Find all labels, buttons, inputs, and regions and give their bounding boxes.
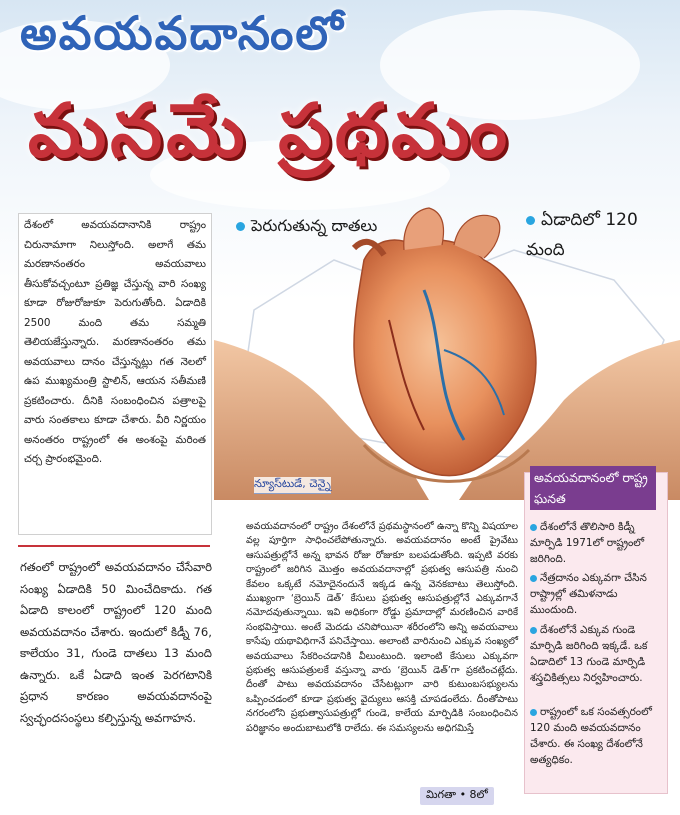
section-divider (18, 545, 210, 547)
headline-line-1: అవయవదానంలో (20, 6, 345, 60)
sidebar-item: రాష్ట్రంలో ఒక సంవత్సరంలో 120 మంది అవయవదానం చేశారు. ఈ సంఖ్య దేశంలోనే అత్యధికం. (530, 706, 652, 766)
sidebar-item: దేశంలోనే ఎక్కువ గుండె మార్పిడి జరిగింది ఇక్కడే. ఒక ఏడాదిలో 13 గుండె మార్పిడి శస్త్రచికిత్సలు నిర్వహించారు. (530, 624, 648, 684)
bullet-dot-icon (526, 216, 535, 225)
sidebar-item: నేత్రదానం ఎక్కువగా చేసిన రాష్ట్రాల్లో తమిళనాడు ముందుంది. (530, 572, 647, 616)
middle-column-body: అవయవదానంలో రాష్ట్రం దేశంలోనే ప్రథమస్థానంలో ఉన్నా కొన్ని విషయాల వల్ల పూర్తిగా సాధించలేపోతున్నారు. అవయవదానం అంటే ప్రైవేటు ఆసుపత్రుల్లోనే అన్న భావన రోజు రోజుకూ బలపడుతోంది. ఇప్పటి వరకు రాష్ట్రంలో జరిగిన మొత్తం అవయవదానాల్లో ప్రభుత్వ ఆసుపత్రి నుంచి కేవలం ఒక్కటే నమోదైనందునే ఇక్కడ ఉన్న వెనకబాటు తెలుస్తోంది. ముఖ్యంగా ‘బ్రెయిన్ డెత్’ కేసులు ప్రభుత్వ ఆసుపత్రుల్లోనే ఎక్కువగానే నమోదవుతున్నాయి. ఇవి అధికంగా రోడ్డు ప్రమాదాల్లో మరణించిన వారికే సంభవిస్తాయి. అంటే మెదడు చనిపోయినా శరీరంలోని అన్ని అవయవాలు కాసేపు యథావిధిగానే పనిచేస్తాయి. అలాంటి వారినుంచి ఎక్కువ సంఖ్యలో అవయవాలు సేకరించడానికి వీలుంటుంది. ఇలాంటి కేసులు ఎక్కువగా ప్రభుత్వ ఆసుపత్రులకే వస్తున్నా వారు ‘బ్రెయిన్ డెత్’గా ప్రకటించట్లేదు. దీంతో పాటు అవయవదానం చేసేటట్లుగా వారి కుటుంబసభ్యులను ఒప్పించడంలో కూడా ప్రభుత్వ వైద్యులు ఆసక్తి చూపడంలేదు. దీంతోపాటు నగరంలోని ప్రభుత్వాసుపత్రుల్లో గుండె, కాలేయ మార్పిడికి సంబంధించిన పరిజ్ఞానం అందుబాటులోకి రాలేదు. ఈ సమస్యలను అధిగమిస్తే (246, 521, 518, 734)
sidebar-heading: అవయవదానంలో రాష్ట్ర ఘనత (530, 466, 656, 510)
bullet-per-year: ఏడాదిలో 120 మంది (526, 210, 638, 260)
bullet-dot-icon (530, 524, 537, 531)
bullet-dot-icon (530, 575, 537, 582)
continued-page-link[interactable]: మిగతా • 8లో (420, 787, 494, 805)
bullet-growing-donors: పెరుగుతున్న దాతలు (236, 214, 406, 238)
byline-credit: న్యూస్‌టుడే, చెన్నై (254, 477, 331, 494)
left-column-stats: గతంలో రాష్ట్రంలో అవయవదానం చేసేవారి సంఖ్య ఏడాదికి 50 మించేదికాదు. గత ఏడాది కాలంలో రాష్ట్రంలో 120 మంది అవయవదానం చేశారు. ఇందులో కిడ్నీ 76, కాలేయం 31, గుండె దాతలు 13 మంది ఉన్నారు. ఒకే ఏడాది ఇంత పెరగటానికి ప్రధాన కారణం అవయవదానంపై స్వచ్ఛందసంస్థలు కల్పిస్తున్న అవగాహన. (20, 560, 212, 725)
bullet-dot-icon (530, 627, 537, 634)
bullet-dot-icon (530, 709, 537, 716)
sidebar-item: దేశంలోనే తొలిసారి కిడ్నీ మార్పిడి 1971లో రాష్ట్రంలో జరిగింది. (530, 521, 645, 565)
bullet-dot-icon (236, 222, 245, 231)
left-column-intro: దేశంలో అవయవదానానికి రాష్ట్రం చిరునామాగా నిలుస్తోంది. అలాగే తమ మరణానంతరం అవయవాలు తీసుకోవచ్చంటూ ప్రతిజ్ఞ చేస్తున్న వారి సంఖ్య కూడా రోజురోజుకూ పెరుగుతోంది. ఏడాదికి 2500 మంది తమ సమ్మతి తెలియజేస్తున్నారు. మరణానంతరం తమ అవయవాలు దానం చేస్తున్నట్లు గత నెలలో ఉప ముఖ్యమంత్రి స్టాలిన్, ఆయన సతీమణి ప్రకటించారు. దీనికి సంబంధించిన పత్రాలపై వారు సంతకాలు కూడా చేశారు. వీరి నిర్ణయం అనంతరం రాష్ట్రంలో ఈ అంశంపై మరింత చర్చ ప్రారంభమైంది. (24, 219, 206, 465)
headline-line-2: మనమే ప్రథమం (28, 88, 511, 174)
